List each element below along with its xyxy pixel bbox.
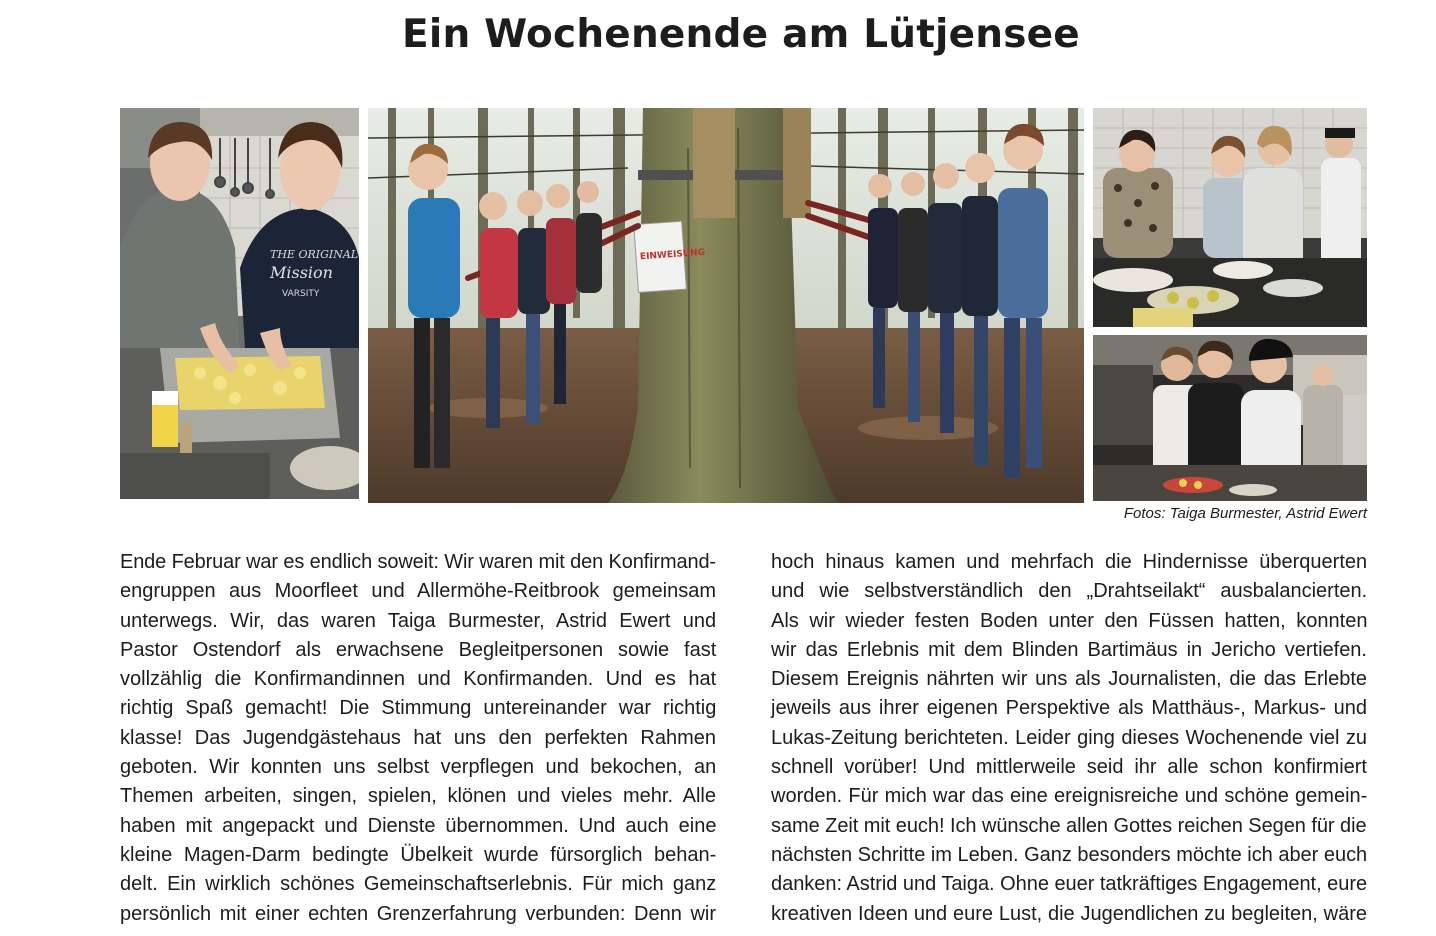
text-line: klasse! Das Jugendgästehaus hat uns den perfekten Rahmen: [120, 726, 717, 749]
text-line: danken: Astrid und Taiga. Ohne euer tatkräftiges Engagement, eure: [771, 873, 1368, 896]
text-line: Ende Februar war es endlich soweit: Wir waren mit den Konfirmand-: [120, 551, 716, 573]
text-line: kreativen Ideen und eure Lust, die Jugendlichen zu begleiten, wäre: [771, 902, 1367, 925]
text-line: schnell vorüber! Und mittlerweile seid ihr alle schon konfirmiert: [771, 756, 1367, 779]
text-line: kleine Magen-Darm bedingte Übelkeit wurde fürsorglich behan-: [120, 843, 717, 866]
text-line: Pastor Ostendorf als erwachsene Begleitpersonen sowie fast: [120, 638, 717, 661]
text-line: persönlich mit einer echten Grenzerfahrung verbunden: Denn wir: [120, 902, 716, 925]
photo-kitchen-group-image: [1093, 108, 1367, 327]
article-title: Ein Wochenende am Lütjensee: [402, 12, 1080, 57]
sign-text: EINWEISUNG: [639, 247, 706, 263]
article-column-right: [771, 548, 1367, 929]
text-line: unterwegs. Wir, das waren Taiga Burmester, Astrid Ewert und: [120, 609, 717, 632]
text-line: same Zeit mit euch! Ich wünsche allen Gottes reichen Segen für die: [771, 814, 1367, 837]
photo-kitchen-boys-cooking-image: [1093, 335, 1367, 501]
text-line: delt. Ein wirklich schönes Gemeinschaftserlebnis. Für mich ganz: [120, 873, 717, 896]
text-line: worden. Für mich war das eine ereignisreiche und schöne gemein-: [771, 785, 1368, 808]
text-line: Themen arbeiten, singen, spielen, klönen und vieles mehr. Alle: [120, 785, 716, 808]
shirt-print-line2: Mission: [270, 263, 333, 282]
text-line: geboten. Wir konnten uns selbst verpflegen und bekochen, an: [120, 756, 717, 779]
photo-kitchen-group: [1093, 108, 1367, 327]
text-line: hoch hinaus kamen und mehrfach die Hindernisse überquerten: [771, 551, 1368, 573]
text-line: richtig Spaß gemacht! Die Stimmung untereinander war richtig: [120, 697, 717, 720]
text-line: engruppen aus Moorfleet und Allermöhe-Reitbrook gemeinsam: [120, 580, 716, 603]
text-line: Als wir wieder festen Boden unter den Füssen hatten, konnten: [771, 609, 1368, 632]
photo-kitchen-potatoes: [120, 108, 359, 499]
text-line: jeweils aus ihrer eigenen Perspektive als Matthäus-, Markus- und: [771, 697, 1368, 720]
text-line: und wie selbstverständlich den „Drahtseilakt“ ausbalancierten.: [771, 580, 1368, 603]
text-line: vollzählig die Konfirmandinnen und Konfirmanden. Und es hat: [120, 668, 717, 691]
text-line: haben mit angepackt und Dienste übernommen. Und auch eine: [120, 814, 717, 837]
photo-kitchen-potatoes-image: [120, 108, 359, 499]
shirt-print-line3: VARSITY: [282, 289, 320, 299]
article-column-left: [120, 548, 716, 929]
photo-kitchen-boys-cooking: [1093, 335, 1367, 501]
text-line: nächsten Schritte im Leben. Ganz besonders möchte ich aber euch: [771, 843, 1368, 866]
photo-credit: Fotos: Taiga Burmester, Astrid Ewert: [1123, 505, 1367, 522]
text-line: wir das Erlebnis mit dem Blinden Bartimäus in Jericho vertiefen.: [771, 638, 1367, 661]
photo-forest-rope-course: [368, 108, 1084, 503]
photo-forest-rope-course-image: [368, 108, 1084, 503]
text-line: Lukas-Zeitung berichteten. Leider ging dieses Wochenende viel zu: [771, 726, 1367, 749]
text-line: Diesem Ereignis nährten wir uns als Journalisten, die das Erlebte: [771, 668, 1367, 691]
shirt-print-line1: THE ORIGINAL: [270, 248, 359, 261]
